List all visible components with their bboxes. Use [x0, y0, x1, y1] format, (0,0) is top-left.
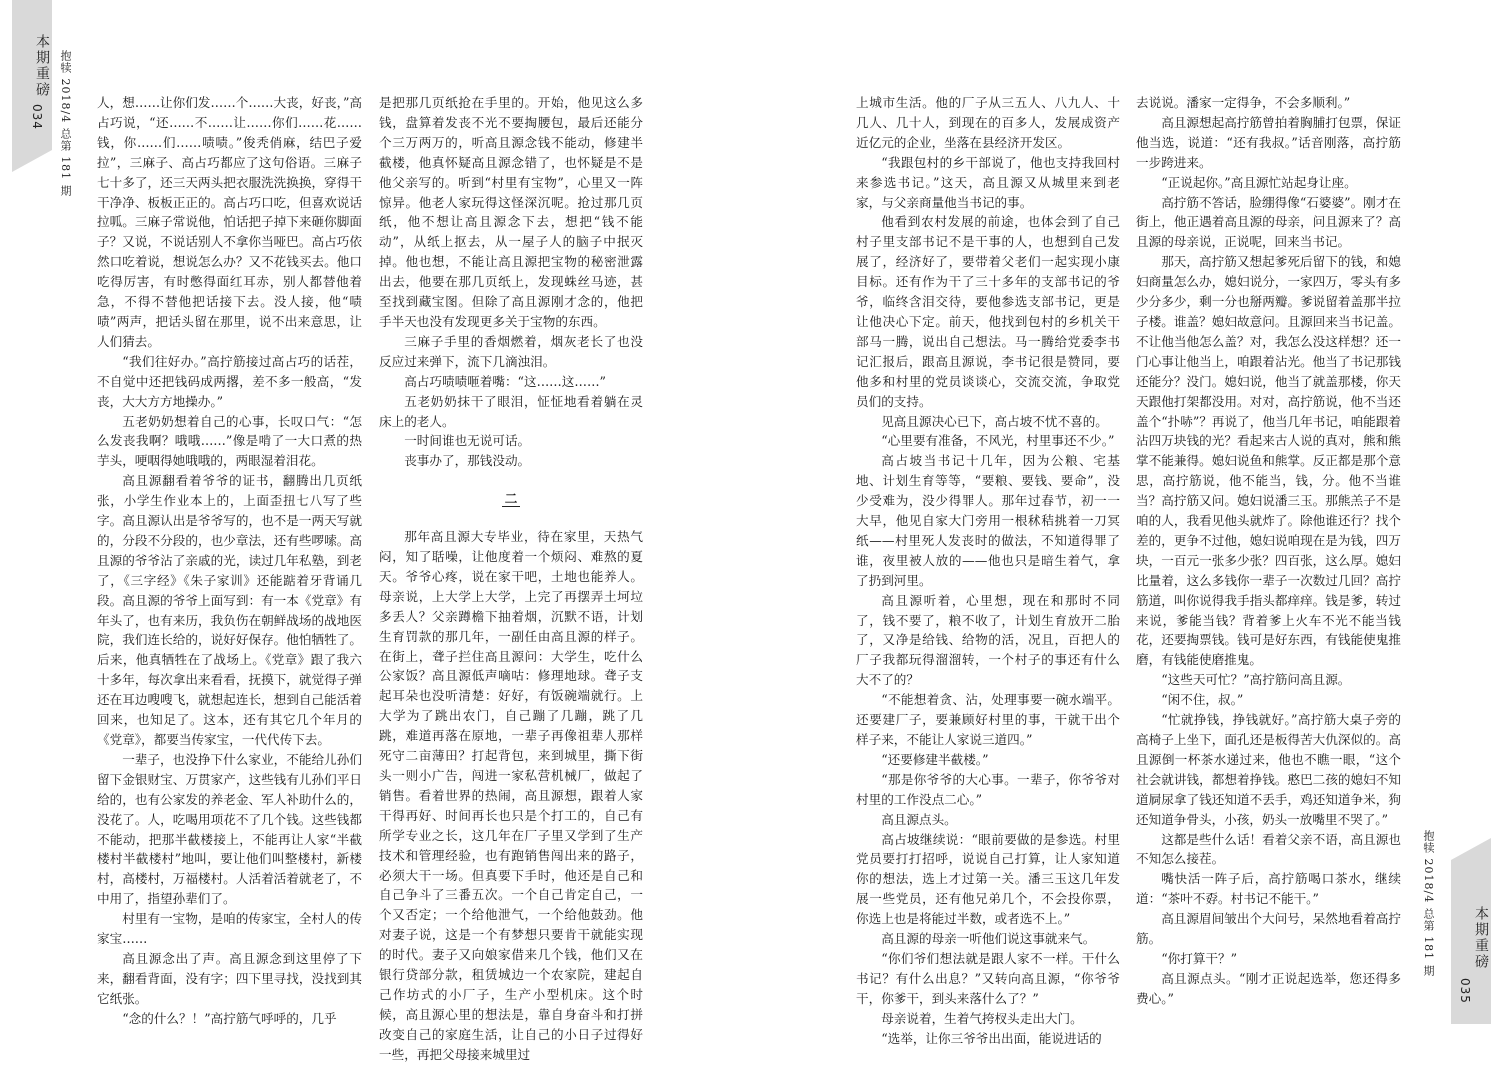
paragraph: “我跟包村的乡干部说了，他也支持我回村来参选书记。”这天，高且源又从城里来到老家，与父亲商量他当书记的事。: [856, 154, 1120, 210]
paragraph: “这些天可忙？”高拧筋问高且源。: [1161, 672, 1351, 688]
paragraph: “那是你爷爷的大心事。一辈子，你爷爷对村里的工作没点二心。”: [856, 771, 1120, 807]
paragraph: “选举，让你三爷爷出出面，能说进话的: [881, 1030, 1102, 1046]
paragraph: 丧事办了，那钱没动。: [404, 453, 531, 469]
paragraph: 嘴快活一阵子后，高拧筋喝口茶水，继续道：“茶叶不孬。村书记不能干。”: [1136, 871, 1401, 907]
section-number-text: 二: [502, 491, 521, 507]
paragraph: 高且源翻看着爷爷的证书，翻腾出几页纸张，小学生作业本上的，上面歪扭七八写了些字。高且源认出是爷爷写的，也不是一两天写就的，分段不分段的，也少章法，还有些啰嗦。高且源的爷爷沾了亲戚的光，读过几年私塾，到老了，《三字经》《朱子家训》还能踮着牙背诵几段。高且源的爷爷上面写到：有一本《党章》有年头了，也有来历，我负伤在朝鲜战场的战地医院，我们连长给的，说好好保存。他怕牺牲了。后来，他真牺牲在了战场上。《党章》跟了我六十多年，每次拿出来看看，抚摸下，就觉得子弹还在耳边嗖嗖飞，就想起连长，想到自己能活着回来，也知足了。这本，还有其它几个年月的《党章》，都要当传家宝，一代代传下去。: [97, 473, 362, 747]
paragraph: 这都是些什么话！看着父亲不语，高且源也不知怎么接茬。: [1136, 831, 1401, 867]
paragraph: 那天，高拧筋又想起爹死后留下的钱，和媳妇商量怎么办，媳妇说分，一家四万，零头有多少分多少，剩一分也掰两瓣。爹说留着盖那半拉子楼。谁盖？媳妇故意问。且源回来当书记盖。不让他当他怎么盖？对，我怎么没这样想？还一门心事让他当上，咱跟着沾光。他当了书记那钱还能分？没门。媳妇说，他当了就盖那楼，你天天跟他打架都没用。对对，高拧筋说，他不当还盖个“扑哧”？再说了，他当几年书记，咱能跟着沾四万块钱的光？看起来古人说的真对，熊和熊掌不能兼得。媳妇说鱼和熊掌。反正都是那个意思，高拧筋说，他不能当，钱，分。他不当谁当？高拧筋又问。媳妇说潘三玉。那熊羔子不是咱的人，我看见他头就炸了。除他谁还行？找个差的，更争不过他，媳妇说咱现在是为钱，四万块，一百元一张多少张？四百张，这么厚。媳妇比量着，这么多钱你一辈子一次数过几回？高拧筋道，叫你说得我手指头都痒痒。钱是爹，转过来说，爹能当钱？背着爹上火车不光不能当钱花，还要掏票钱。钱可是好东西，有钱能使鬼推磨，有钱能使磨推鬼。: [1136, 254, 1401, 668]
paragraph: 高拧筋不答话，脸绷得像“石婆婆”。刚才在街上，他正遇着高且源的母亲，问且源来了？高且源的母亲说，正说呢，回来当书记。: [1136, 194, 1401, 250]
text-column-1: [97, 93, 362, 1029]
page-number-left: 034: [30, 104, 44, 130]
paragraph: “心里要有准备，不风光，村里事还不少。”: [881, 433, 1115, 449]
text-column-2: [379, 93, 643, 1065]
paragraph: 母亲说着，生着气挎杈头走出大门。: [881, 1010, 1083, 1026]
paragraph: 高且源点头。“刚才正说起选举，您还得多费心。”: [1136, 970, 1401, 1006]
paragraph: 一时间谁也无说可话。: [404, 433, 531, 449]
paragraph: “我们往好办。”高拧筋接过高占巧的话茬，不自觉中还把钱码成两撂，差不多一般高，“发丧，大大方方地操办。”: [97, 353, 362, 409]
text-column-4: [1136, 93, 1401, 1009]
paragraph: “还要修建半截楼。”: [881, 751, 989, 767]
paragraph: “你们爷们想法就是跟人家不一样。干什么书记？有什么出息？”又转向高且源，“你爷爷干，你爹干，到头来落什么了？”: [856, 950, 1120, 1006]
paragraph: 是把那几页纸抢在手里的。开始，他见这么多钱，盘算着发丧不光不要掏腰包，最后还能分个三万两万的，听高且源念钱不能动，修建半截楼，他真怀疑高且源念错了，也怀疑是不是他父亲写的。听到“村里有宝物”，心里又一阵惊异。他老人家玩得这怪深沉呢。抢过那几页纸，他不想让高且源念下去，想把“钱不能动”，从纸上抠去，从一屋子人的脑子中抿灭掉。他也想，不能让高且源把宝物的秘密泄露出去，他要在那几页纸上，发现蛛丝马迹，甚至找到藏宝图。但除了高且源刚才念的，他把手半天也没有发现更多关于宝物的东西。: [379, 95, 643, 329]
paragraph: 高占巧啧啧咂着嘴：“这……这……”: [404, 373, 606, 389]
journal-meta-left: 抱犊 2018/4 总第 181 期: [59, 50, 72, 197]
paragraph: “你打算干？”: [1161, 950, 1238, 966]
paragraph: 五老奶奶想着自己的心事，长叹口气：“怎么发丧我啊？哦哦……”像是啃了一大口煮的热芋头，哽咽得她哦哦的，两眼湿着泪花。: [97, 413, 362, 469]
paragraph: 人，想……让你们发……个……大丧，好丧，”高占巧说，“还……不……让……你们……花……钱，你……们……啧啧。”俊秃俏麻，结巴子爱拉”，三麻子、高占巧都应了这句俗语。三麻子七十多了，还三天两头把衣服洗洗换换，穿得干干净净、板板正正的。高占巧口吃，但喜欢说话拉呱。三麻子常说他，怕话把子掉下来砸你脚面子？又说，不说话别人不拿你当哑巴。高占巧依然口吃着说，想说怎么办？又不花钱买去。他口吃得厉害，有时憋得面红耳赤，别人都替他着急，不得不替他把话接下去。没人接，他“啧啧”两声，把话头留在那里，说不出来意思，让人们猜去。: [97, 95, 362, 349]
paragraph: 高且源点头。: [881, 811, 957, 827]
paragraph: 他看到农村发展的前途，也体会到了自己村子里支部书记不是干事的人，也想到自己发展了，经济好了，要带着父老们一起实现小康目标。还有作为干了三十多年的支部书记的爷爷，临终含泪交待，要他参选支部书记，更是让他决心下定。前天，他找到包村的乡机关干部马一腾，说出自己想法。马一腾给党委李书记汇报后，跟高且源说，李书记很是赞同，要他多和村里的党员谈谈心，交流交流，争取党员们的支持。: [856, 214, 1120, 409]
paragraph: 高且源眉间皱出个大问号，呆然地看着高拧筋。: [1136, 911, 1401, 947]
page-number-right: 035: [1458, 978, 1472, 1004]
paragraph: 上城市生活。他的厂子从三五人、八九人、十几人、几十人，到现在的百多人，发展成资产近亿元的企业，坐落在县经济开发区。: [856, 95, 1120, 150]
paragraph: 高且源想起高拧筋曾拍着胸脯打包票，保证他当选，说道：“还有我叔。”话音刚落，高拧筋一步跨进来。: [1136, 114, 1401, 170]
paragraph: 高且源的母亲一听他们说这事就来气。: [881, 931, 1096, 947]
paragraph: “不能想着贪、沾，处理事要一碗水端平。还要建厂子，要兼顾好村里的事，干就干出个样子来，不能让人家说三道四。”: [856, 692, 1120, 747]
paragraph: “闲不住，叔。”: [1161, 692, 1244, 708]
section-tab-right-text: 本期重磅: [1473, 906, 1489, 970]
paragraph: 高占坡当书记十几年，因为公粮、宅基地、计划生育等等，“要粮、要钱、要命”，没少受难为，没少得罪人。那年过春节，初一一大早，他见自家大门旁用一根秫秸挑着一刀冥纸——村里死人发丧时的做法，不知道得罪了谁，夜里被人放的——他也只是暗生着气，拿了扔到河里。: [856, 453, 1120, 588]
section-tab-left-text: 本期重磅: [34, 34, 50, 98]
paragraph: 五老奶奶抹干了眼泪，怔怔地看着躺在灵床上的老人。: [379, 393, 643, 429]
paragraph: 高且源念出了声。高且源念到这里停了下来，翻看背面，没有字；四下里寻找，没找到其它纸张。: [97, 950, 362, 1006]
paragraph: 见高且源决心已下，高占坡不忧不喜的。: [881, 413, 1108, 429]
text-column-3: [856, 93, 1120, 1049]
paragraph: 村里有一宝物，是咱的传家宝，全村人的传家宝……: [97, 911, 362, 947]
section-number: [379, 489, 643, 509]
paragraph: “正说起你。”高且源忙站起身让座。: [1161, 174, 1357, 190]
paragraph: “念的什么？！”高拧筋气呼呼的，几乎: [122, 1010, 337, 1026]
paragraph: 一辈子，也没挣下什么家业，不能给儿孙们留下金银财宝、万贯家产，这些钱有儿孙们平日给的，也有公家发的养老金、军人补助什么的，没花了。人，吃喝用项花不了几个钱。这些钱都不能动，把那半截楼接上，不能再让人家“半截楼村半截楼村”地叫，要让他们叫整楼村，新楼村，高楼村，万福楼村。人活着活着就老了，不中用了，指望孙辈们了。: [97, 751, 362, 907]
journal-meta-right: 抱犊 2018/4 总第 181 期: [1422, 830, 1435, 977]
paragraph: 高占坡继续说：“眼前要做的是参选。村里党员要打打招呼，说说自己打算，让人家知道你的想法，选上才过第一关。潘三玉这几年发展一些党员，还有他兄弟几个，不会投你票，你选上也是将能过半数，或者选不上。”: [856, 831, 1120, 927]
paragraph: 那年高且源大专毕业，待在家里，天热气闷，知了聒噪，让他度着一个烦闷、难熬的夏天。爷爷心疼，说在家干吧，土地也能养人。母亲说，上大学上大学，上完了再摆弄土坷垃多丢人？父亲蹲檐下抽着烟，沉默不语，计划生育罚款的那几年，一副任由高且源的样子。在街上，聋子拦住高且源问：大学生，吃什么公家饭？高且源低声嘀咕：修理地球。聋子支起耳朵也没听清楚：好好，有饭碗端就行。上大学为了跳出农门，自己蹦了几蹦，跳了几跳，难道再落在原地，一辈子再像祖辈人那样死守二亩薄田？打起背包，来到城里，撕下街头一则小广告，闯进一家私营机械厂，做起了销售。看着世界的热闹，高且源想，跟着人家干得再好、时间再长也只是个打工的，自己有所学专业之长，这几年在厂子里又学到了生产技术和管理经验，也有跑销售闯出来的路子，必须大干一场。但真要下手时，他还是自己和自己争斗了三番五次。一个自己肯定自己，一个又否定；一个给他泄气，一个给他鼓劲。他对妻子说，这是一个有梦想只要肯干就能实现的时代。妻子又向娘家借来几个钱，他们又在银行贷部分款，租赁城边一个农家院，建起自己作坊式的小厂子，生产小型机床。这个时候，高且源心里的想法是，靠自身奋斗和打拼改变自己的家庭生活，让自己的小日子过得好一些，再把父母接来城里过: [379, 529, 643, 1062]
paragraph: 三麻子手里的香烟燃着，烟灰老长了也没反应过来弹下，流下几滴浊泪。: [379, 333, 643, 369]
paragraph: “忙就挣钱，挣钱就好。”高拧筋大桌子旁的高椅子上坐下，面孔还是板得苦大仇深似的。高且源倒一杯茶水递过来，他也不瞧一眼，“这个社会就讲钱，都想着挣钱。憨巴二孩的媳妇不知道屙尿拿了钱还知道不丢手，鸡还知道争米，狗还知道争骨头，小孩，奶头一放嘴里不哭了。”: [1136, 712, 1401, 827]
paragraph: 去说说。潘家一定得争，不会多顺利。”: [1136, 95, 1351, 110]
paragraph: 高且源听着，心里想，现在和那时不同了，钱不要了，粮不收了，计划生育放开二胎了，又净是给钱、给物的活，况且，百把人的厂子我都玩得溜溜转，一个村子的事还有什么大不了的？: [856, 592, 1120, 688]
